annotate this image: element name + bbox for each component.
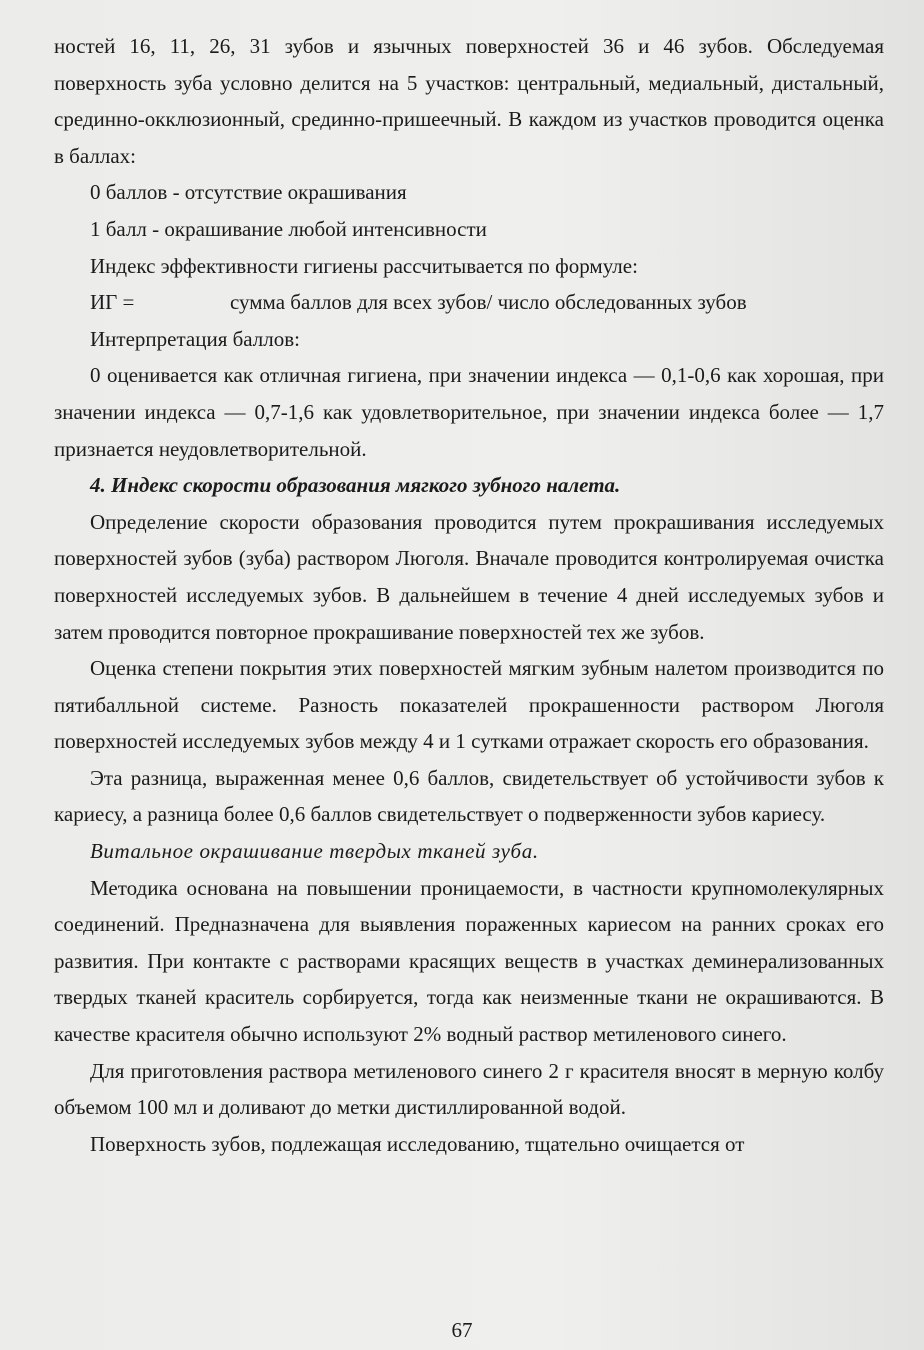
page-number: 67: [451, 1318, 473, 1342]
page-body: [54, 28, 884, 1162]
formula-intro: Индекс эффективности гигиены рассчитывается по формуле:: [90, 253, 638, 278]
paragraph: Для приготовления раствора метиленового синего 2 г красителя вносят в мерную колбу объемом 100 мл и доливают до метки дистиллированной водой.: [54, 1058, 884, 1120]
interpretation-heading: Интерпретация баллов:: [90, 326, 300, 351]
paragraph-continuation: ностей 16, 11, 26, 31 зубов и язычных поверхностей 36 и 46 зубов. Обследуемая поверхность зуба условно делится на 5 участков: центральный, медиальный, дистальный, срединно-окклюзионный, срединно-пришеечный. В каждом из участков проводится оценка в баллах:: [54, 34, 884, 168]
formula-line: [54, 284, 884, 321]
formula-expression: сумма баллов для всех зубов/ число обследованных зубов: [230, 290, 747, 315]
paragraph: Определение скорости образования проводится путем прокрашивания исследуемых поверхностей зубов (зуба) раствором Люголя. Вначале проводится контролируемая очистка поверхностей исследуемых зубов. В дальнейшем в течение 4 дней исследуемых зубов и затем проводится повторное прокрашивание поверхностей тех же зубов.: [54, 509, 884, 644]
paragraph: Методика основана на повышении проницаемости, в частности крупномолекулярных соединений. Предназначена для выявления пораженных кариесом на ранних сроках его развития. При контакте с растворами красящих веществ в участках деминерализованных твердых тканей краситель сорбируется, тогда как неизменные ткани не окрашиваются. В качестве красителя обычно используют 2% водный раствор метиленового синего.: [54, 875, 884, 1047]
paragraph: Эта разница, выраженная менее 0,6 баллов, свидетельствует об устойчивости зубов к кариесу, а разница более 0,6 баллов свидетельствует о подверженности зубов кариесу.: [54, 765, 884, 827]
score-one-line: 1 балл - окрашивание любой интенсивности: [90, 216, 487, 241]
score-zero-line: 0 баллов - отсутствие окрашивания: [90, 180, 407, 205]
section-heading: 4. Индекс скорости образования мягкого зубного налета.: [90, 473, 621, 498]
subsection-heading: Витальное окрашивание твердых тканей зуба.: [90, 839, 539, 864]
paragraph: Оценка степени покрытия этих поверхностей мягким зубным налетом производится по пятибалльной системе. Разность показателей прокрашенности раствором Люголя поверхностей исследуемых зубов между 4 и 1 сутками отражает скорость его образования.: [54, 656, 884, 754]
formula-label: ИГ =: [90, 290, 135, 315]
interpretation-paragraph: 0 оценивается как отличная гигиена, при значении индекса — 0,1-0,6 как хорошая, при значении индекса — 0,7-1,6 как удовлетворительное, при значении индекса более — 1,7 признается неудовлетворительной.: [54, 363, 884, 461]
paragraph: Поверхность зубов, подлежащая исследованию, тщательно очищается от: [90, 1131, 745, 1156]
